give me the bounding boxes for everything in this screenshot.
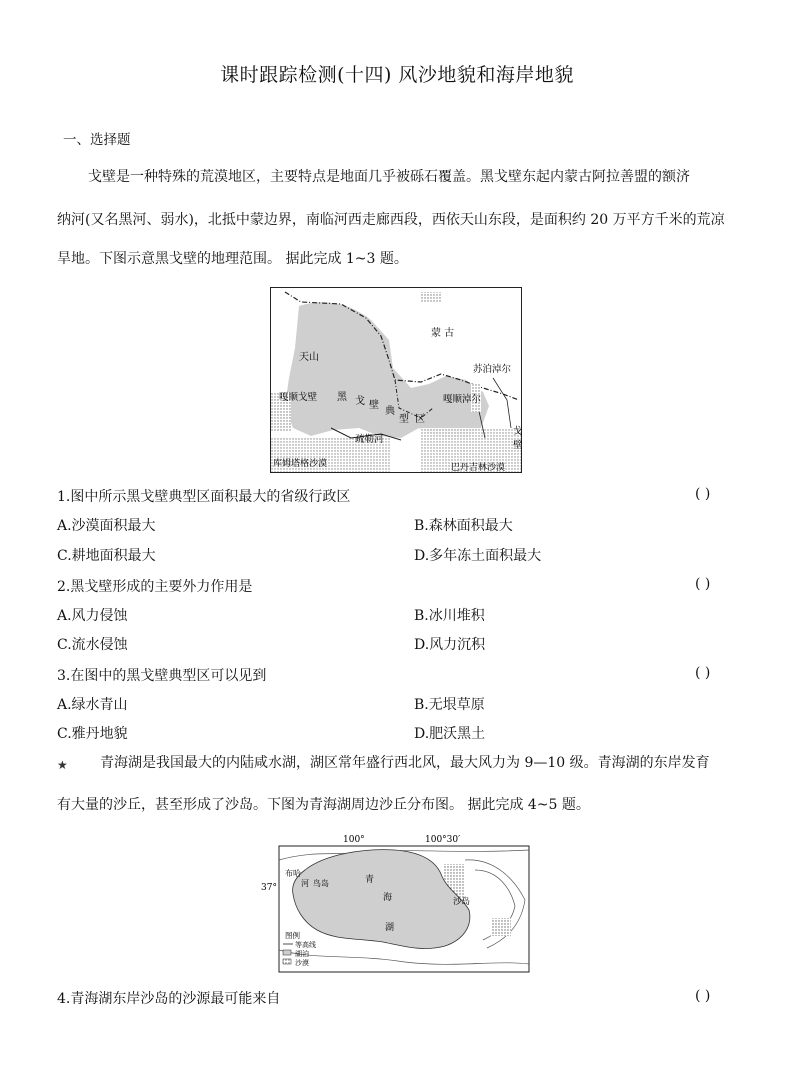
question2-stem: 2.黑戈壁形成的主要外力作用是 [57,579,253,595]
question3-stem: 3.在图中的黑戈壁典型区可以见到 [57,668,267,684]
label-badain: 巴丹吉林沙漠 [451,463,506,473]
label-gashun-nur: 嘎顺淖尔 [443,394,482,405]
lat-37: 37° [261,883,277,893]
question1-option-d[interactable]: D.多年冻土面积最大 [414,548,542,564]
label-tianshan: 天山 [299,352,319,363]
question2-option-b[interactable]: B.冰川堆积 [414,608,485,624]
question3-answer-bracket[interactable]: ( ) [695,665,711,681]
question3-option-d[interactable]: D.肥沃黑土 [414,726,486,742]
question2-answer-bracket[interactable]: ( ) [695,576,711,592]
passage2-line1: 青海湖是我国最大的内陆咸水湖，湖区常年盛行西北风，最大风力为 9—10 级。青海湖的东岸发育 [100,755,710,771]
question4-answer-bracket[interactable]: ( ) [695,988,711,1004]
label-hei: 黑 [337,392,347,403]
label-shulehe: 疏勒河 [355,434,384,445]
label-ge: 戈 [355,396,365,407]
river-ejina [493,378,511,428]
label-bird-island: 鸟岛 [313,879,329,888]
label-hai: 海 [383,893,393,903]
label-river: 河 [301,879,309,888]
label-shadao: 沙岛 [453,897,471,907]
label-dian: 典 [385,406,395,417]
label-xing: 型 [399,414,409,425]
desert-area [491,918,511,936]
question1-option-b[interactable]: B.森林面积最大 [414,518,513,534]
legend-lake-symbol [283,950,291,955]
label-gashun-gobi: 嘎顺戈壁 [279,392,318,403]
question2-option-a[interactable]: A.风力侵蚀 [57,608,128,624]
legend-desert: 沙漠 [295,959,309,967]
legend-lake: 湖泊 [295,950,309,958]
label-subo-nur: 苏泊淖尔 [473,364,512,375]
question1-stem: 1.图中所示黑戈壁典型区面积最大的省级行政区 [57,489,351,505]
page-title: 课时跟踪检测(十四) 风沙地貌和海岸地貌 [220,64,574,86]
passage2-line2: 有大量的沙丘，甚至形成了沙岛。下图为青海湖周边沙丘分布图。 据此完成 4~5 题。 [57,797,590,813]
label-mongolia: 蒙 古 [431,328,455,339]
star-icon: ★ [57,758,68,772]
question1-option-c[interactable]: C.耕地面积最大 [57,548,156,564]
passage1-line1: 戈壁是一种特殊的荒漠地区，主要特点是地面几乎被砾石覆盖。黑戈壁东起内蒙古阿拉善盟的额济 [88,169,690,185]
legend-title: 图例 [285,931,300,940]
legend-contour: 等高线 [295,941,316,949]
label-hu: 湖 [385,923,395,933]
question4-stem: 4.青海湖东岸沙岛的沙源最可能来自 [57,991,281,1007]
label-ge2: 戈 [513,426,523,437]
question1-answer-bracket[interactable]: ( ) [695,486,711,502]
section-heading: 一、选择题 [63,132,131,148]
lon-100-30: 100°30′ [425,835,461,845]
question1-option-a[interactable]: A.沙漠面积最大 [57,518,156,534]
desert-patch-north [421,292,441,302]
label-bi2: 壁 [513,440,523,451]
passage1-line3: 旱地。下图示意黑戈壁的地理范围。 据此完成 1~3 题。 [57,251,408,267]
question3-option-c[interactable]: C.雅丹地貌 [57,726,128,742]
black-gobi-map [270,287,522,473]
label-kumtag: 库姆塔格沙漠 [273,459,328,469]
label-bi: 壁 [369,400,379,411]
question3-option-b[interactable]: B.无垠草原 [414,697,485,713]
legend-desert-symbol [283,959,291,964]
question2-option-d[interactable]: D.风力沉积 [414,637,486,653]
question2-option-c[interactable]: C.流水侵蚀 [57,637,128,653]
gobi-area [285,302,489,438]
lon-100: 100° [343,835,365,845]
label-qu: 区 [415,414,425,425]
qinghai-lake-map [255,830,535,975]
passage1-line2: 纳河(又名黑河、弱水)，北抵中蒙边界，南临河西走廊西段，西依天山东段，是面积约 20 万平方千米的荒凉 [57,212,725,228]
question3-option-a[interactable]: A.绿水青山 [57,697,128,713]
label-buha: 布哈 [285,869,301,878]
label-qing: 青 [365,875,375,885]
